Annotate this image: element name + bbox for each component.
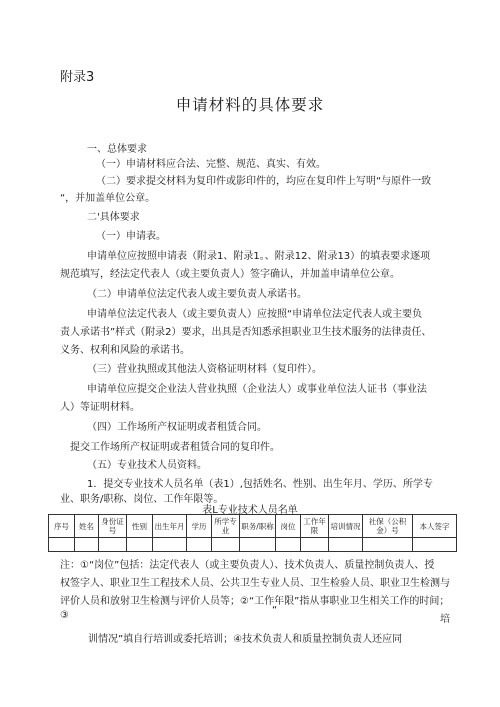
table-cell [49, 538, 75, 552]
table-cell [413, 538, 457, 552]
subsection-heading: （五）专业技术人员资料。 [87, 460, 207, 471]
note-line: 注：①“岗位”包括：法定代表人（或主要负责人）、技术负责人、质量控制负责人、授 [60, 560, 435, 571]
paragraph-line: 申请单位法定代表人（或主要负责人）应按照“申请单位法定代表人或主要负 [87, 309, 423, 320]
table-header-cell: 姓名 [75, 515, 99, 538]
appendix-label: 附录3 [60, 70, 95, 85]
paragraph-line: 义务、权利和风险的承诺书。 [60, 345, 190, 356]
table-cell [212, 538, 240, 552]
subsection-heading: （一）申请表。 [96, 231, 166, 242]
subsection-heading: （四）工作场所产权证明或者租赁合同。 [87, 422, 267, 433]
note-quote-mark: “ [272, 605, 278, 616]
table-header-cell: 所学专业 [212, 515, 240, 538]
page-title: 申请材料的具体要求 [175, 96, 325, 114]
paragraph-line: 申请单位应提交企业法人营业执照（企业法人）或事业单位法人证书（事业法 [87, 384, 427, 395]
staff-table [48, 514, 457, 552]
paragraph-line: 责人承诺书”样式（附录2）要求，出具是否知悉承担职业卫生技术服务的法律责任、 [60, 327, 432, 338]
note-line: 评价人员和放射卫生检测与评价人员等；②“工作年限”指从事职业卫生相关工作的时间； [60, 596, 450, 607]
section-heading-general: 一、总体要求 [87, 144, 147, 155]
subsection-heading: （三）营业执照或其他法人资格证明材料（复印件）。 [87, 364, 322, 375]
table-row [49, 538, 457, 552]
table-cell [75, 538, 99, 552]
note-line: 培 [440, 614, 450, 625]
paragraph-line: （二）要求提交材料为复印件或影印件的，均应在复印件上写明“与原件一致 [96, 176, 432, 187]
paragraph-line: 提交工作场所产权证明或者租赁合同的复印件。 [70, 442, 280, 453]
table-header-cell: 本人签字 [413, 515, 457, 538]
table-cell [301, 538, 329, 552]
subsection-heading: （二）申请单位法定代表人或主要负责人承诺书。 [87, 289, 307, 300]
table-cell [329, 538, 363, 552]
table-header-cell: 性别 [127, 515, 153, 538]
table-header-cell: 序号 [49, 515, 75, 538]
table-caption: 表L专业技术人员名单 [202, 505, 298, 516]
paragraph-line: 规范填写，经法定代表人（或主要负责人）签字确认，并加盖申请单位公章。 [60, 269, 400, 280]
section-heading-specific: 二'具体要求 [87, 212, 140, 223]
table-header-cell: 培训情况 [329, 515, 363, 538]
paragraph-line: 1．提交专业技术人员名单（表1）,包括姓名、性别、出生年月、学历、所学专 [87, 479, 433, 490]
table-cell [153, 538, 187, 552]
paragraph-line: 业、职务/职称、岗位、工作年限等。 [60, 494, 224, 505]
table-header-cell: 出生年月 [153, 515, 187, 538]
paragraph-line: 人）等证明材料。 [60, 402, 140, 413]
table-header-cell: 岗位 [276, 515, 301, 538]
table-header-cell: 身份证号 [99, 515, 127, 538]
table-header-cell: 工作年限 [301, 515, 329, 538]
table-cell [363, 538, 413, 552]
note-line: 训情况”填自行培训或委托培训；④技术负责人和质量控制负责人还应同 [88, 634, 403, 645]
table-cell [240, 538, 276, 552]
table-header-row [49, 515, 457, 538]
table-cell [187, 538, 212, 552]
note-line: 权签字人、职业卫生工程技术人员、公共卫生专业人员、卫生检验人员、职业卫生检测与 [60, 578, 450, 589]
note-line: ③ [60, 610, 69, 621]
paragraph-line: （一）申请材料应合法、完整、规范、真实、有效。 [96, 159, 326, 170]
paragraph-line: 申请单位应按照申请表（附录1、附录1。、附录12、附录13）的填表要求逐项 [87, 251, 431, 262]
paragraph-line: “，并加盖单位公章。 [60, 193, 156, 204]
table-header-cell: 职务/职称 [240, 515, 276, 538]
table-header-cell: 学历 [187, 515, 212, 538]
table-cell [99, 538, 127, 552]
table-header-cell: 社保（公积金）号 [363, 515, 413, 538]
table-cell [276, 538, 301, 552]
table-cell [127, 538, 153, 552]
